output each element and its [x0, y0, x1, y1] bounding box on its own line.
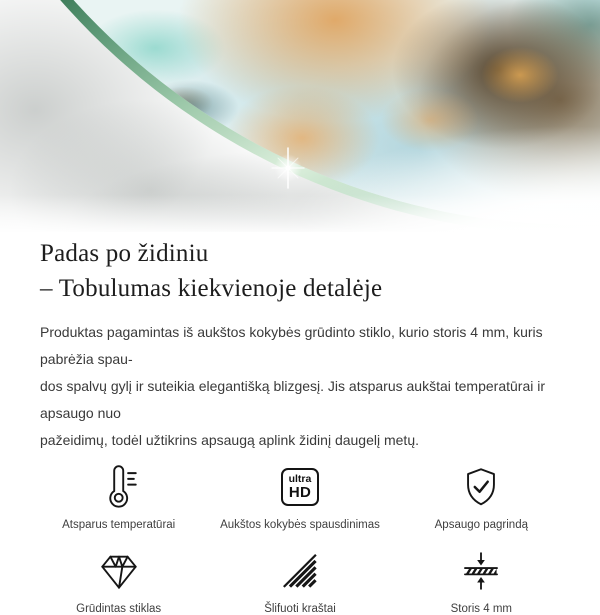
feature-protects-base — [391, 463, 572, 531]
feature-label: Šlifuoti kraštai — [264, 603, 336, 615]
feature-label: Storis 4 mm — [450, 603, 512, 615]
description-section — [0, 236, 600, 454]
feature-label: Apsaugo pagrindą — [434, 519, 528, 531]
polished-edges-icon — [278, 547, 322, 595]
feature-polished-edges — [209, 547, 390, 615]
shield-check-icon — [458, 463, 504, 511]
description-line: pažeidimų, todėl užtikrins apsaugą aplink židinį daugelį metų. — [40, 432, 419, 448]
feature-label: Grūdintas stiklas — [76, 603, 162, 615]
ultra-hd-badge-bottom: HD — [288, 483, 312, 501]
product-description — [40, 319, 560, 454]
feature-thickness — [391, 547, 572, 615]
feature-label: Aukštos kokybės spausdinimas — [220, 519, 380, 531]
feature-label: Atsparus temperatūrai — [62, 519, 176, 531]
page-title — [40, 236, 560, 306]
sparkle-icon — [268, 148, 308, 188]
feature-tempered-glass — [28, 547, 209, 615]
page-title-line1: Padas po židiniu — [40, 240, 209, 267]
ultra-hd-badge — [281, 468, 319, 506]
ultra-hd-badge-top: ultra — [288, 472, 312, 485]
product-photo — [0, 0, 600, 232]
description-line: dos spalvų gylį ir suteikia elegantišką blizgesį. Jis atsparus aukštai temperatūrai ir apsaugo nuo — [40, 378, 546, 421]
diamond-icon — [96, 547, 142, 595]
page-title-line2: – Tobulumas kiekvienoje detalėje — [40, 275, 383, 302]
thickness-icon — [459, 547, 503, 595]
description-line: Produktas pagamintas iš aukštos kokybės grūdinto stiklo, kurio storis 4 mm, kuris pabrėžia spau- — [40, 324, 543, 367]
ultra-hd-icon — [281, 463, 319, 511]
feature-print-quality — [209, 463, 390, 531]
thermometer-icon — [96, 463, 142, 511]
feature-grid — [0, 463, 600, 615]
feature-heat-resistant — [28, 463, 209, 531]
